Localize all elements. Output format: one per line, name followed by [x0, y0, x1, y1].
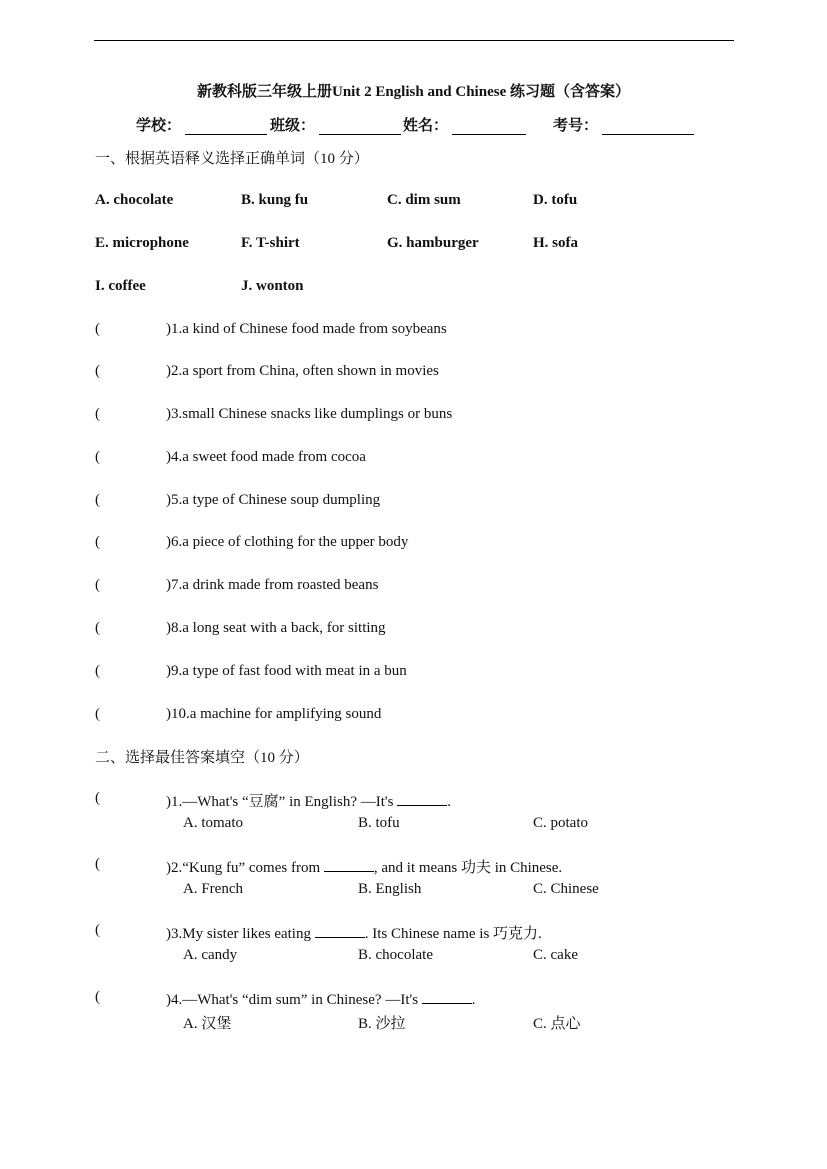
- question-4: )4.a sweet food made from cocoa: [166, 449, 366, 465]
- mc1-choice-b[interactable]: B. tofu: [358, 815, 400, 831]
- mc-question-3-stem: )3.My sister likes eating: [166, 926, 315, 942]
- page-title: 新教科版三年级上册Unit 2 English and Chinese 练习题（含答案）: [197, 84, 630, 100]
- mc-question-1: [166, 790, 451, 811]
- exam-no-blank[interactable]: [602, 118, 694, 135]
- option-i: I. coffee: [95, 278, 146, 294]
- mc3-choice-c[interactable]: C. cake: [533, 947, 578, 963]
- answer-paren[interactable]: (: [95, 663, 100, 679]
- class-field: [270, 114, 401, 135]
- answer-paren[interactable]: (: [95, 492, 100, 508]
- fill-blank[interactable]: [422, 989, 472, 1004]
- option-j: J. wonton: [241, 278, 304, 294]
- mc1-choice-c[interactable]: C. potato: [533, 815, 588, 831]
- mc4-choice-c[interactable]: C. 点心: [533, 1016, 581, 1032]
- fill-blank[interactable]: [315, 923, 365, 938]
- answer-paren[interactable]: (: [95, 406, 100, 422]
- class-label: 班级：: [270, 118, 316, 134]
- mc2-choice-b[interactable]: B. English: [358, 881, 422, 897]
- mc-question-4: [166, 989, 476, 1009]
- mc-question-4-tail: .: [471, 992, 476, 1008]
- option-g: G. hamburger: [387, 235, 479, 251]
- exam-no-field: [553, 114, 694, 135]
- mc-question-4-stem: )4.—What's “dim sum” in Chinese? —It's: [166, 992, 422, 1008]
- name-label: 姓名：: [403, 118, 449, 134]
- exam-no-label: 考号：: [553, 118, 599, 134]
- answer-paren[interactable]: (: [95, 577, 100, 593]
- mc3-choice-b[interactable]: B. chocolate: [358, 947, 433, 963]
- question-9: )9.a type of fast food with meat in a bun: [166, 663, 407, 679]
- school-field: [136, 114, 267, 135]
- answer-paren[interactable]: (: [95, 363, 100, 379]
- fill-blank[interactable]: [397, 791, 447, 806]
- mc-question-2: [166, 856, 562, 877]
- mc1-choice-a[interactable]: A. tomato: [183, 815, 243, 831]
- question-8: )8.a long seat with a back, for sitting: [166, 620, 386, 636]
- question-10: )10.a machine for amplifying sound: [166, 706, 382, 722]
- question-6: )6.a piece of clothing for the upper body: [166, 534, 409, 550]
- option-f: F. T-shirt: [241, 235, 300, 251]
- answer-paren[interactable]: (: [95, 321, 100, 337]
- school-label: 学校：: [136, 118, 182, 134]
- option-c: C. dim sum: [387, 192, 461, 208]
- option-b: B. kung fu: [241, 192, 309, 208]
- mc4-choice-b[interactable]: B. 沙拉: [358, 1016, 406, 1032]
- question-7: )7.a drink made from roasted beans: [166, 577, 379, 593]
- answer-paren[interactable]: (: [95, 856, 100, 872]
- mc2-choice-a[interactable]: A. French: [183, 881, 243, 897]
- option-a: A. chocolate: [95, 192, 174, 208]
- section1-title: 一、根据英语释义选择正确单词（10 分）: [95, 151, 369, 167]
- mc-question-2-stem: )2.“Kung fu” comes from: [166, 860, 324, 876]
- name-blank[interactable]: [452, 118, 526, 135]
- top-divider: [94, 40, 734, 41]
- mc2-choice-c[interactable]: C. Chinese: [533, 881, 599, 897]
- question-5: )5.a type of Chinese soup dumpling: [166, 492, 381, 508]
- answer-paren[interactable]: (: [95, 534, 100, 550]
- answer-paren[interactable]: (: [95, 790, 100, 806]
- answer-paren[interactable]: (: [95, 989, 100, 1005]
- option-h: H. sofa: [533, 235, 578, 251]
- option-d: D. tofu: [533, 192, 578, 208]
- fill-blank[interactable]: [324, 857, 374, 872]
- mc4-choice-a[interactable]: A. 汉堡: [183, 1016, 232, 1032]
- answer-paren[interactable]: (: [95, 449, 100, 465]
- answer-paren[interactable]: (: [95, 706, 100, 722]
- class-blank[interactable]: [319, 118, 401, 135]
- school-blank[interactable]: [185, 118, 267, 135]
- name-field: [403, 114, 526, 135]
- mc-question-1-stem: )1.—What's “豆腐” in English? —It's: [166, 794, 398, 810]
- question-3: )3.small Chinese snacks like dumplings or buns: [166, 406, 453, 422]
- option-e: E. microphone: [95, 235, 189, 251]
- mc3-choice-a[interactable]: A. candy: [183, 947, 238, 963]
- mc-question-3-tail: . Its Chinese name is 巧克力.: [364, 926, 542, 942]
- mc-question-1-tail: .: [447, 794, 451, 810]
- question-1: )1.a kind of Chinese food made from soybeans: [166, 321, 447, 337]
- mc-question-3: [166, 922, 542, 943]
- question-2: )2.a sport from China, often shown in movies: [166, 363, 439, 379]
- mc-question-2-tail: , and it means 功夫 in Chinese.: [373, 860, 563, 876]
- section2-title: 二、选择最佳答案填空（10 分）: [95, 750, 309, 766]
- answer-paren[interactable]: (: [95, 922, 100, 938]
- answer-paren[interactable]: (: [95, 620, 100, 636]
